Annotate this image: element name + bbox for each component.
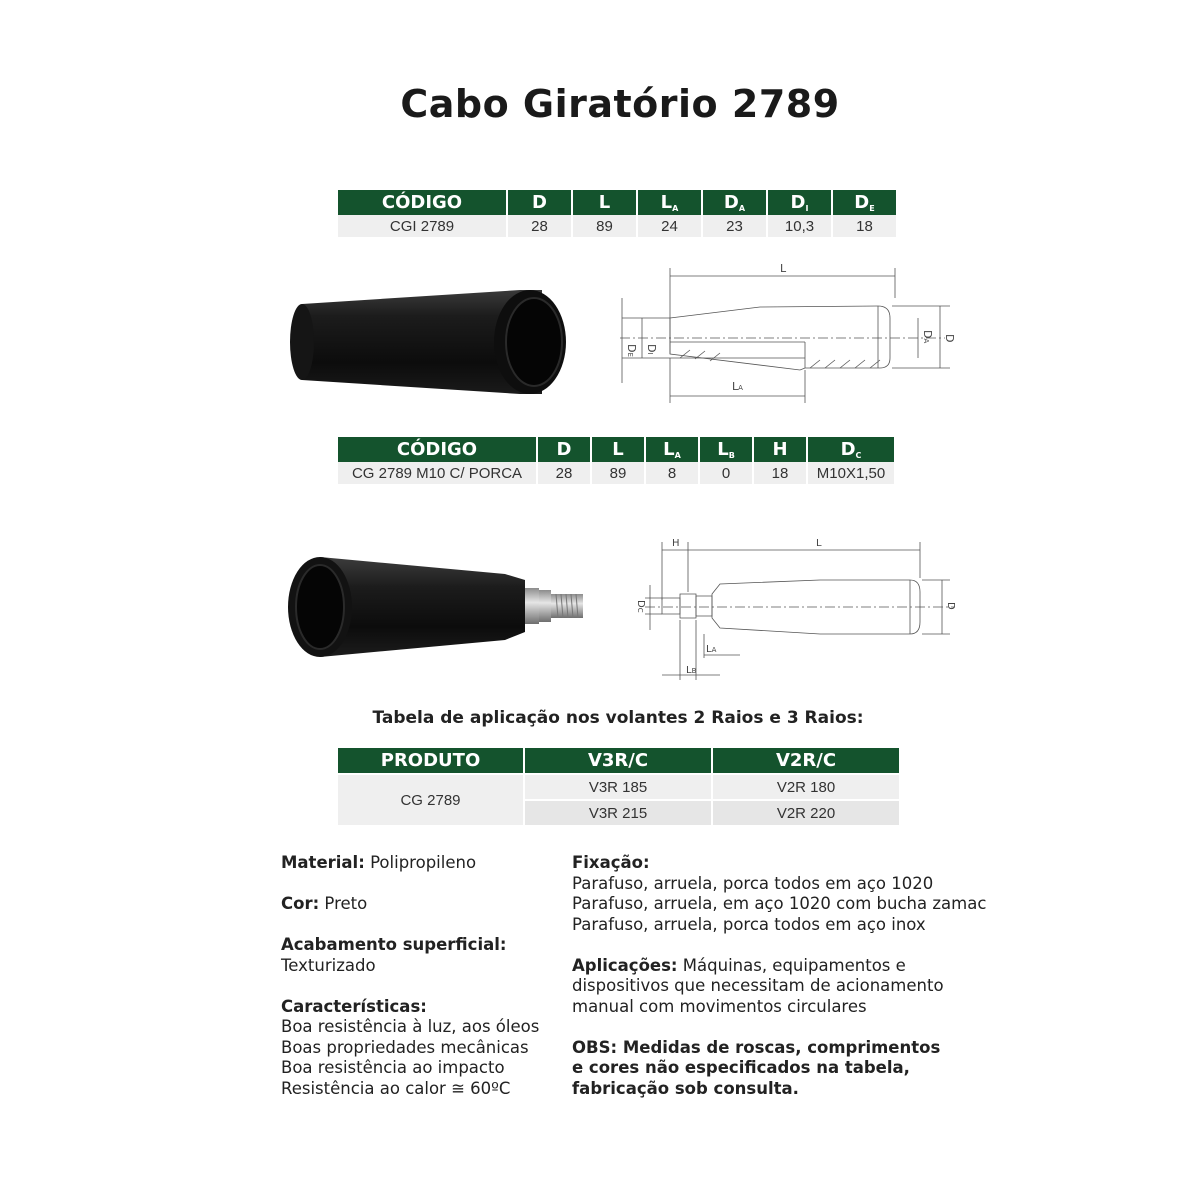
dim-dc-label: DC [635, 600, 646, 613]
page-title: Cabo Giratório 2789 [400, 82, 840, 126]
cor-line: Cor: Preto [281, 894, 368, 913]
cell-v2r: V2R 180 [713, 775, 899, 799]
spec-table-cg-porca [336, 437, 896, 484]
header-l: L [592, 437, 644, 462]
dim-la-label: LA [706, 644, 717, 655]
dim-h-label: H [672, 538, 680, 549]
material-line: Material: Polipropileno [281, 853, 477, 872]
technical-drawing-1 [600, 258, 980, 406]
obs-block: OBS: Medidas de roscas, comprimentos e cores não especificados na tabela, fabricação sob consulta. [572, 1037, 941, 1098]
list-item: Parafuso, arruela, em aço 1020 com bucha zamac [572, 894, 987, 913]
cell-h: 18 [754, 462, 806, 484]
header-d: D [508, 190, 571, 215]
cell-di: 10,3 [768, 215, 831, 237]
cell-produto: CG 2789 [338, 775, 523, 825]
cell-lb: 0 [700, 462, 752, 484]
handle-photo-1 [280, 282, 580, 402]
table-header-row [338, 437, 894, 462]
application-table [336, 746, 901, 827]
cell-l: 89 [592, 462, 644, 484]
list-item: Boa resistência ao impacto [281, 1058, 505, 1077]
dim-da-label: DA [921, 330, 934, 344]
table-row [338, 215, 896, 237]
dim-lb-label: LB [686, 665, 697, 676]
table-row [338, 775, 899, 799]
dim-la-label: LA [732, 380, 743, 393]
dim-l-label: L [816, 538, 822, 549]
fixacao-block: Fixação: Parafuso, arruela, porca todos em aço 1020 Parafuso, arruela, em aço 1020 com bucha zamac Parafuso, arruela, porca todos em aço inox [572, 853, 992, 935]
cell-dc: M10X1,50 [808, 462, 894, 484]
header-v3rc: V3R/C [525, 748, 711, 773]
cell-codigo: CG 2789 M10 C/ PORCA [338, 462, 536, 484]
cell-la: 24 [638, 215, 701, 237]
caracteristicas-block: Características: Boa resistência à luz, aos óleos Boas propriedades mecânicas Boa resistência ao impacto Resistência ao calor ≅ 60ºC [281, 997, 561, 1100]
cell-de: 18 [833, 215, 896, 237]
cell-v3r: V3R 215 [525, 801, 711, 825]
spec-table-cgi [336, 190, 898, 237]
header-la: $L_A$ [638, 190, 701, 215]
dim-d-label: D [943, 334, 956, 343]
dim-di-label: DI [645, 344, 658, 355]
cell-da: 23 [703, 215, 766, 237]
technical-drawing-2 [620, 530, 980, 682]
cell-l: 89 [573, 215, 636, 237]
cell-codigo: CGI 2789 [338, 215, 506, 237]
dim-l-label: L [780, 262, 787, 275]
header-codigo: CÓDIGO [338, 437, 536, 462]
left-info [281, 853, 561, 1099]
cell-v3r: V3R 185 [525, 775, 711, 799]
header-h: H [754, 437, 806, 462]
cell-d: 28 [508, 215, 571, 237]
application-table-title: Tabela de aplicação nos volantes 2 Raios e 3 Raios: [372, 708, 864, 728]
header-lb: $L_B$ [700, 437, 752, 462]
table-header-row [338, 748, 899, 773]
dim-de-label: DE [625, 344, 638, 357]
list-item: Boas propriedades mecânicas [281, 1037, 529, 1057]
table-row [338, 462, 894, 484]
header-dc: $D_C$ [808, 437, 894, 462]
header-la: $L_A$ [646, 437, 698, 462]
aplicacoes-block: Aplicações: Máquinas, equipamentos e dispositivos que necessitam de acionamento manual com movimentos circulares [572, 955, 944, 1016]
header-d: D [538, 437, 590, 462]
list-item: Parafuso, arruela, porca todos em aço 1020 [572, 873, 934, 893]
acabamento-block: Acabamento superficial: Texturizado [281, 935, 507, 975]
header-v2rc: V2R/C [713, 748, 899, 773]
table-header-row [338, 190, 896, 215]
header-produto: PRODUTO [338, 748, 523, 773]
header-de: $D_E$ [833, 190, 896, 215]
list-item: Parafuso, arruela, porca todos em aço inox [572, 914, 926, 934]
list-item: Resistência ao calor ≅ 60ºC [281, 1078, 511, 1098]
header-l: L [573, 190, 636, 215]
handle-photo-2 [280, 552, 590, 662]
right-info [572, 853, 992, 1099]
dim-d-label: D [945, 602, 956, 610]
cell-d: 28 [538, 462, 590, 484]
header-di: $D_I$ [768, 190, 831, 215]
cell-v2r: V2R 220 [713, 801, 899, 825]
header-codigo: CÓDIGO [338, 190, 506, 215]
list-item: Boa resistência à luz, aos óleos [281, 1017, 540, 1036]
header-da: $D_A$ [703, 190, 766, 215]
cell-la: 8 [646, 462, 698, 484]
